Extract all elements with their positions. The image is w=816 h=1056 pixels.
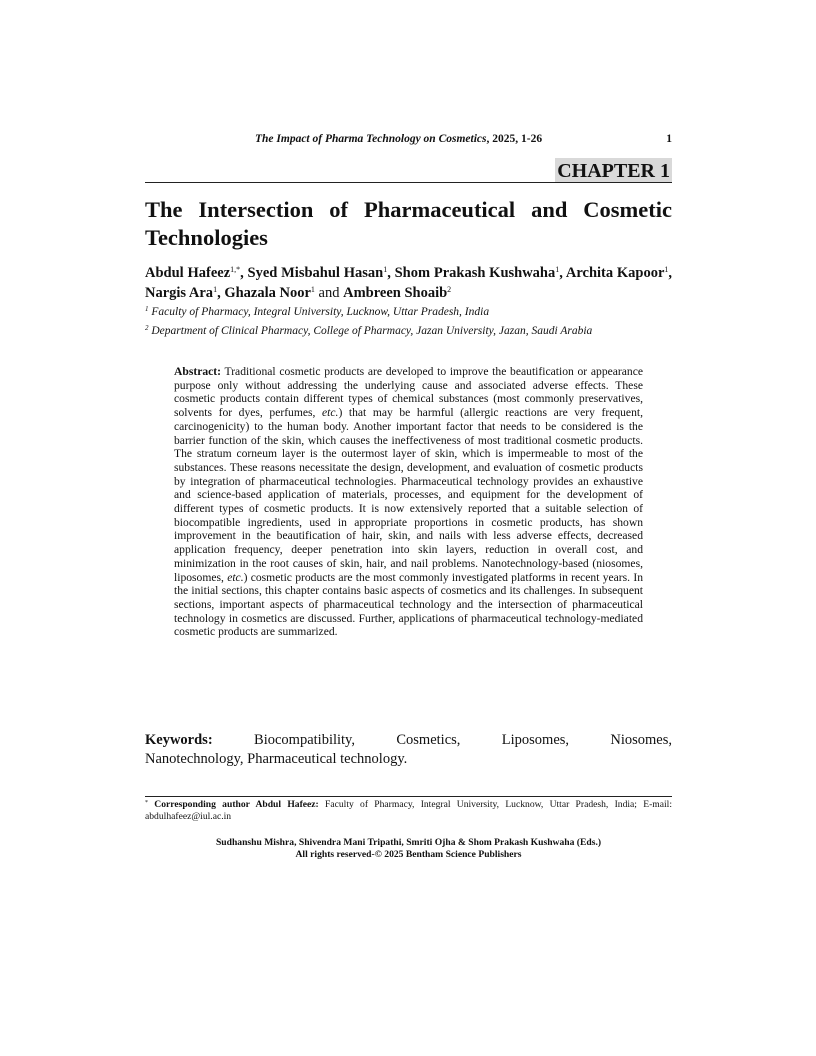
author-name: Abdul Hafeez	[145, 265, 231, 281]
abstract-etc-1: etc.	[322, 406, 339, 420]
author-and: and	[314, 285, 344, 301]
author-affil-mark: 1,*	[230, 265, 241, 274]
keyword: Biocompatibility,	[254, 732, 355, 748]
author-name: Archita Kapoor	[565, 265, 665, 281]
abstract	[174, 365, 643, 639]
author-separator: ,	[240, 265, 248, 281]
author-separator: ,	[217, 285, 225, 301]
author-affil-mark: 1	[213, 285, 218, 294]
author-affil-mark: 1	[383, 265, 388, 274]
affiliation-mark: 1	[145, 305, 149, 313]
page-number: 1	[666, 133, 672, 145]
affiliation-1	[145, 305, 672, 319]
author-separator: ,	[668, 265, 673, 281]
affiliation-2	[145, 324, 672, 338]
author-name: Shom Prakash Kushwaha	[394, 265, 556, 281]
running-head	[145, 133, 672, 149]
author-list	[145, 263, 672, 303]
footnote-divider	[145, 796, 672, 797]
chapter-divider	[145, 182, 672, 183]
author-name: Syed Misbahul Hasan	[247, 265, 384, 281]
affiliation-mark: 2	[145, 324, 149, 332]
author-affil-mark: 1	[555, 265, 560, 274]
abstract-text-1: Traditional cosmetic products are developed to improve the beautification or appearance purpose only without addressing the underlying cause and associated adverse effects. These cosmetic products contain different types of chemical substances (most commonly preservatives, solvents for dyes, perfumes,	[174, 365, 643, 420]
author-affil-mark: 2	[447, 285, 452, 294]
author-affil-mark: 1	[310, 285, 315, 294]
footnote-text: Faculty of Pharmacy, Integral University, Lucknow, Uttar Pradesh, India; E-mail: abdulhafeez@iul.ac.in	[145, 799, 672, 822]
journal-title: The Impact of Pharma Technology on Cosmetics	[255, 133, 487, 145]
keywords-line-2: Nanotechnology, Pharmaceutical technology.	[145, 751, 408, 767]
editors-line: Sudhanshu Mishra, Shivendra Mani Tripathi, Smriti Ojha & Shom Prakash Kushwaha (Eds.)	[215, 837, 602, 848]
keywords-line-1	[145, 731, 672, 750]
journal-suffix: , 2025, 1-26	[486, 133, 543, 145]
footnote-label: Corresponding author Abdul Hafeez:	[154, 799, 319, 810]
chapter-title	[145, 196, 672, 252]
keyword: Liposomes,	[501, 732, 570, 748]
title-line-2: Technologies	[145, 225, 268, 250]
footnote	[145, 799, 672, 823]
author-separator: ,	[559, 265, 566, 281]
keywords-label: Keywords:	[145, 732, 213, 748]
author-affil-mark: 1	[664, 265, 669, 274]
editors-credit	[145, 837, 672, 861]
affiliation-text: Faculty of Pharmacy, Integral University, Lucknow, Uttar Pradesh, India	[151, 306, 490, 318]
title-line-1: The Intersection of Pharmaceutical and Cosmetic	[145, 197, 672, 222]
keyword: Niosomes,	[610, 732, 673, 748]
abstract-label: Abstract:	[174, 365, 222, 378]
journal-citation	[255, 133, 542, 145]
keyword: Cosmetics,	[396, 732, 461, 748]
abstract-text-3: ) cosmetic products are the most commonly investigated platforms in recent years. In the initial sections, this chapter contains basic aspects of cosmetics and its challenges. In subsequent sections, important aspects of pharmaceutical technology and the intersection of pharmaceutical technology in cosmetics are discussed. Further, applications of pharmaceutical technology-mediated cosmetic products are summarized.	[174, 570, 643, 639]
keywords	[145, 731, 672, 769]
copyright-line: All rights reserved-© 2025 Bentham Science Publishers	[295, 849, 522, 860]
abstract-etc-2: etc.	[227, 570, 244, 584]
author-separator: ,	[387, 265, 395, 281]
chapter-label: CHAPTER 1	[557, 160, 670, 182]
author-name: Nargis Ara	[145, 285, 214, 301]
author-name: Ambreen Shoaib	[343, 285, 448, 301]
author-name: Ghazala Noor	[224, 285, 311, 301]
footnote-mark: *	[145, 800, 148, 806]
abstract-text-2: ) that may be harmful (allergic reactions are very frequent, carcinogenicity) to the human body. Another important factor that needs to be considered is the barrier function of the skin, which causes the ineffectiveness of most traditional cosmetic products. The stratum corneum layer is the outermost layer of skin, which is impermeable to most of the substances. These reasons necessitate the design, development, and evaluation of cosmetic products by integration of pharmaceutical technologies. Pharmaceutical technology provides an exhaustive and science-based application of materials, processes, and equipment for the development of different types of cosmetic products. It is now extensively reported that a suitable selection of biocompatible ingredients, used in appropriate proportions in cosmetic products, has shown improvement in the beautification of hair, skin, and nails with less adverse effects, decreased application frequency, deeper penetration into skin layers, reduction in overall cost, and minimization in the root causes of skin, hair, and nail problems. Nanotechnology-based (niosomes, liposomes,	[174, 406, 643, 584]
affiliation-text: Department of Clinical Pharmacy, College of Pharmacy, Jazan University, Jazan, Saudi Arabia	[151, 325, 593, 337]
